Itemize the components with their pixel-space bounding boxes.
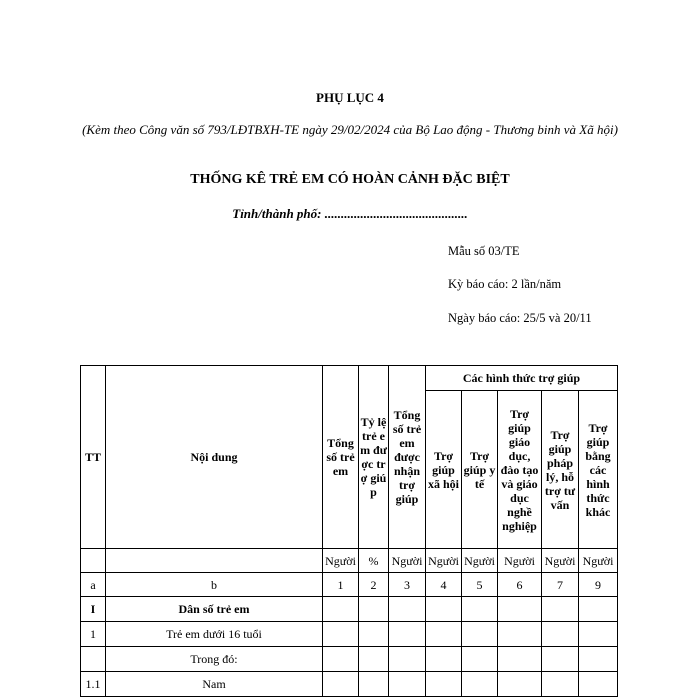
index-cell: 5 (462, 573, 498, 597)
statistics-table (80, 365, 618, 697)
form-title: THỐNG KÊ TRẺ EM CÓ HOÀN CẢNH ĐẶC BIỆT (190, 172, 510, 187)
index-cell: a (81, 573, 106, 597)
appendix-title: PHỤ LỤC 4 (316, 90, 384, 105)
header-social: Trợ giúp xã hội (426, 391, 462, 549)
row-content: Trẻ em dưới 16 tuổi (106, 622, 323, 647)
data-cell (462, 647, 498, 672)
index-cell: 9 (579, 573, 618, 597)
data-cell (389, 597, 426, 622)
report-period: Kỳ báo cáo: 2 lần/năm (448, 277, 562, 291)
table-row (81, 647, 618, 672)
unit-cell: Người (323, 549, 359, 573)
row-tt: 1 (81, 622, 106, 647)
data-cell (426, 672, 462, 697)
header-legal: Trợ giúp pháp lý, hỗ trợ tư vấn (542, 391, 579, 549)
index-cell: 1 (323, 573, 359, 597)
data-cell (389, 672, 426, 697)
unit-cell: Người (498, 549, 542, 573)
data-cell (389, 647, 426, 672)
province-line: Tỉnh/thành phố: ............................................ (232, 206, 468, 221)
report-date: Ngày báo cáo: 25/5 và 20/11 (448, 311, 592, 325)
data-cell (579, 622, 618, 647)
data-cell (498, 622, 542, 647)
data-cell (462, 672, 498, 697)
unit-cell: Người (579, 549, 618, 573)
data-cell (542, 597, 579, 622)
unit-cell: Người (542, 549, 579, 573)
unit-cell: Người (462, 549, 498, 573)
data-cell (323, 672, 359, 697)
header-content: Nội dung (106, 366, 323, 549)
row-tt: 1.1 (81, 672, 106, 697)
row-content: Dân số trẻ em (106, 597, 323, 622)
header-tt: TT (81, 366, 106, 549)
data-cell (323, 647, 359, 672)
row-content: Nam (106, 672, 323, 697)
data-cell (359, 597, 389, 622)
table-row (81, 622, 618, 647)
header-other: Trợ giúp bằng các hình thức khác (579, 391, 618, 549)
data-cell (462, 622, 498, 647)
unit-cell (81, 549, 106, 573)
appendix-note: (Kèm theo Công văn số 793/LĐTBXH-TE ngày 29/02/2024 của Bộ Lao động - Thương binh và Xã hội) (82, 122, 618, 137)
header-total: Tổng số trẻ em (323, 366, 359, 549)
row-tt: I (81, 597, 106, 622)
table-row (81, 672, 618, 697)
unit-cell: Người (389, 549, 426, 573)
index-cell: 3 (389, 573, 426, 597)
data-cell (426, 597, 462, 622)
form-number: Mẫu số 03/TE (448, 244, 520, 258)
data-cell (426, 622, 462, 647)
data-cell (359, 622, 389, 647)
table-row (81, 597, 618, 622)
data-cell (323, 622, 359, 647)
data-cell (389, 622, 426, 647)
data-cell (542, 672, 579, 697)
data-cell (542, 647, 579, 672)
header-received: Tổng số trẻ em được nhận trợ giúp (389, 366, 426, 549)
unit-cell (106, 549, 323, 573)
data-cell (426, 647, 462, 672)
row-content: Trong đó: (106, 647, 323, 672)
data-cell (359, 647, 389, 672)
index-cell: b (106, 573, 323, 597)
index-cell: 6 (498, 573, 542, 597)
data-cell (579, 672, 618, 697)
index-cell: 2 (359, 573, 389, 597)
header-support-group: Các hình thức trợ giúp (426, 366, 618, 391)
data-cell (498, 672, 542, 697)
header-ratio: Tỷ lệ trẻ em được trợ giúp (359, 366, 389, 549)
header-health: Trợ giúp y tế (462, 391, 498, 549)
data-cell (498, 597, 542, 622)
header-education: Trợ giúp giáo dục, đào tạo và giáo dục nghề nghiệp (498, 391, 542, 549)
data-cell (359, 672, 389, 697)
index-cell: 7 (542, 573, 579, 597)
data-cell (462, 597, 498, 622)
data-cell (498, 647, 542, 672)
unit-cell: Người (426, 549, 462, 573)
data-cell (579, 597, 618, 622)
row-tt (81, 647, 106, 672)
data-cell (579, 647, 618, 672)
data-cell (542, 622, 579, 647)
data-cell (323, 597, 359, 622)
unit-cell: % (359, 549, 389, 573)
index-cell: 4 (426, 573, 462, 597)
